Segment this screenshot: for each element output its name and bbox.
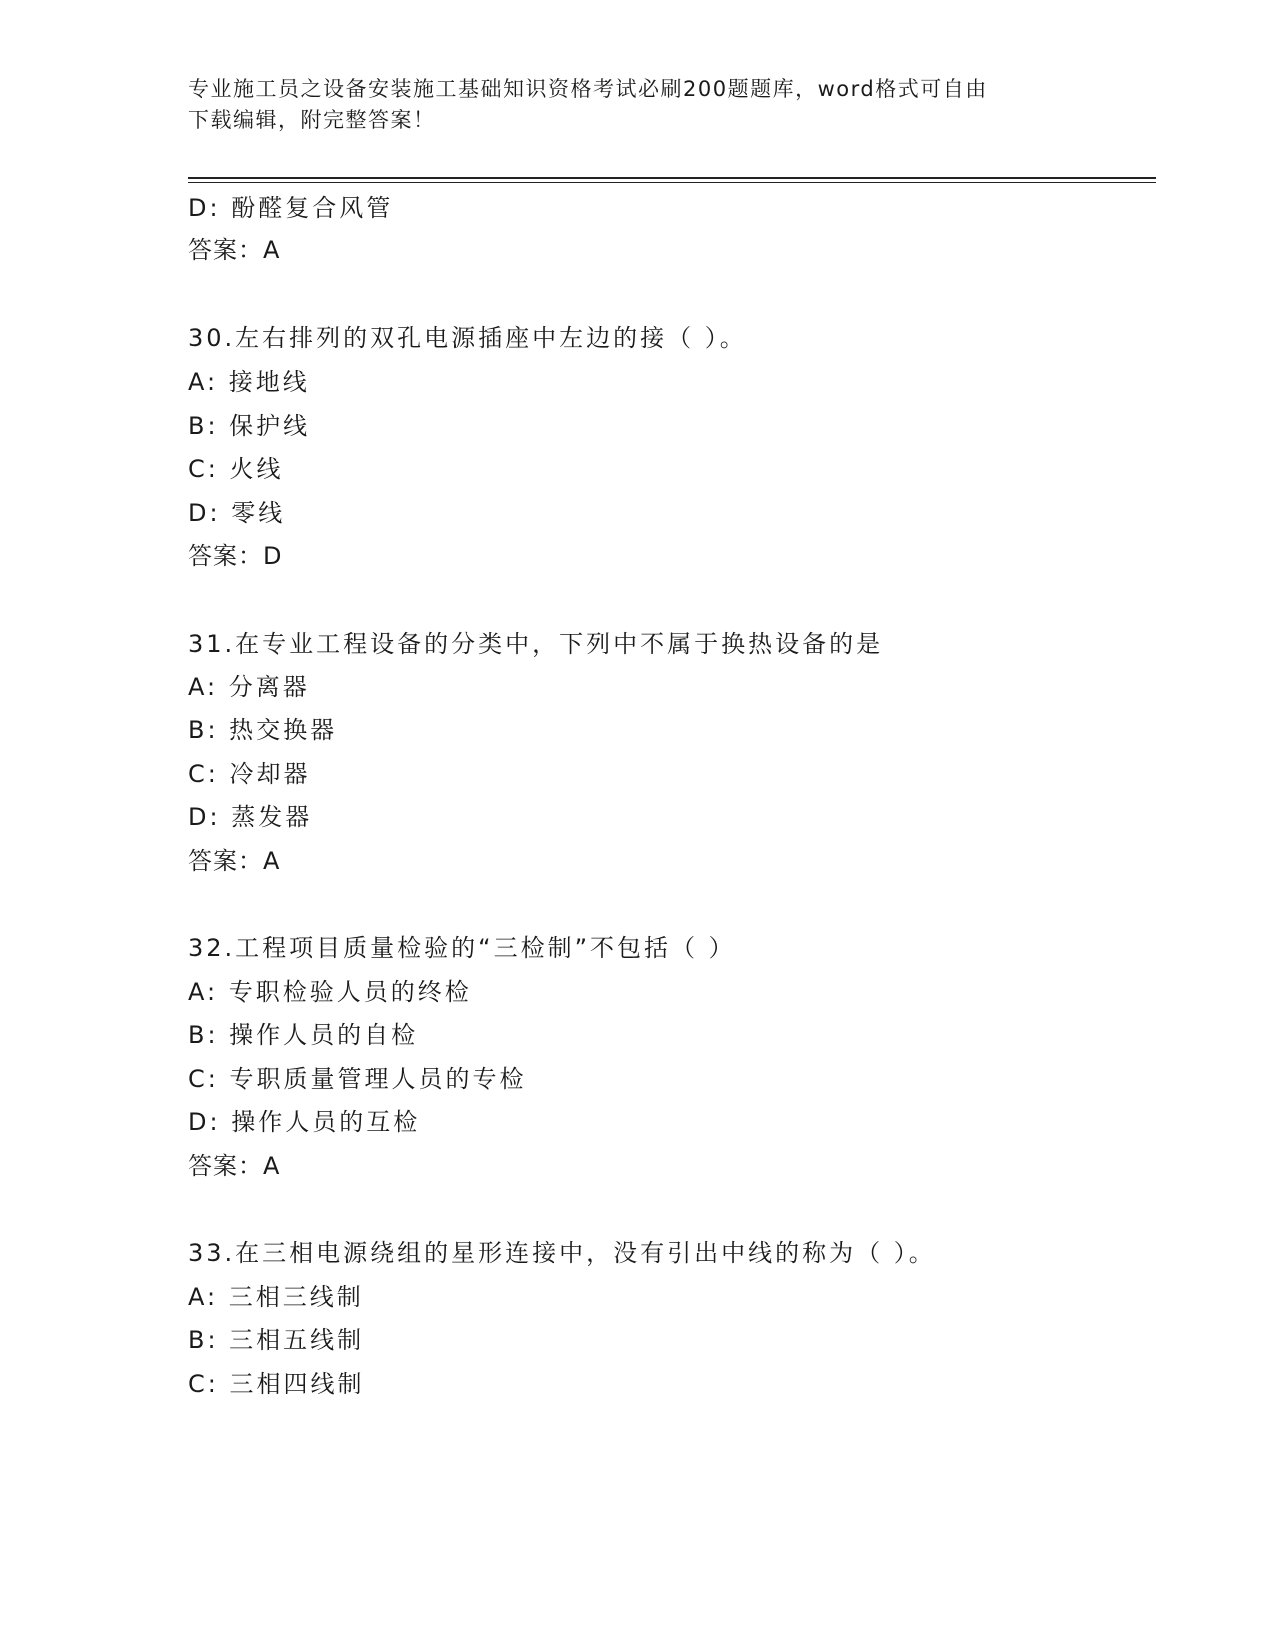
header-line-2: 下载编辑，附完整答案！ [188,108,436,132]
option-line: D: 酚醛复合风管 [188,194,394,222]
answer-line: 答案：D [188,542,283,570]
option-line: C: 火线 [188,455,284,483]
option-line: B: 操作人员的自检 [188,1021,419,1049]
option-line: A: 三相三线制 [188,1283,364,1311]
answer-line: 答案：A [188,1152,281,1180]
question-line: 30.左右排列的双孔电源插座中左边的接（ ）。 [188,324,747,352]
option-line: A: 分离器 [188,673,310,701]
answer-line: 答案：A [188,236,281,264]
answer-line: 答案：A [188,847,281,875]
header-line-1: 专业施工员之设备安装施工基础知识资格考试必刷200题题库，word格式可自由 [188,77,988,101]
question-line: 32.工程项目质量检验的“三检制”不包括（ ） [188,934,736,962]
option-line: C: 专职质量管理人员的专检 [188,1065,527,1093]
header-rule-thin [188,182,1156,183]
option-line: B: 热交换器 [188,716,338,744]
option-line: B: 保护线 [188,412,311,440]
option-line: C: 冷却器 [188,760,311,788]
option-line: D: 零线 [188,499,286,527]
option-line: B: 三相五线制 [188,1326,365,1354]
option-line: D: 操作人员的互检 [188,1108,421,1136]
option-line: D: 蒸发器 [188,803,313,831]
option-line: C: 三相四线制 [188,1370,365,1398]
document-header [188,74,1088,136]
header-rule-thick [188,177,1156,179]
question-line: 33.在三相电源绕组的星形连接中，没有引出中线的称为（ ）。 [188,1239,936,1267]
question-line: 31.在专业工程设备的分类中，下列中不属于换热设备的是 [188,630,884,658]
option-line: A: 接地线 [188,368,310,396]
option-line: A: 专职检验人员的终检 [188,978,472,1006]
